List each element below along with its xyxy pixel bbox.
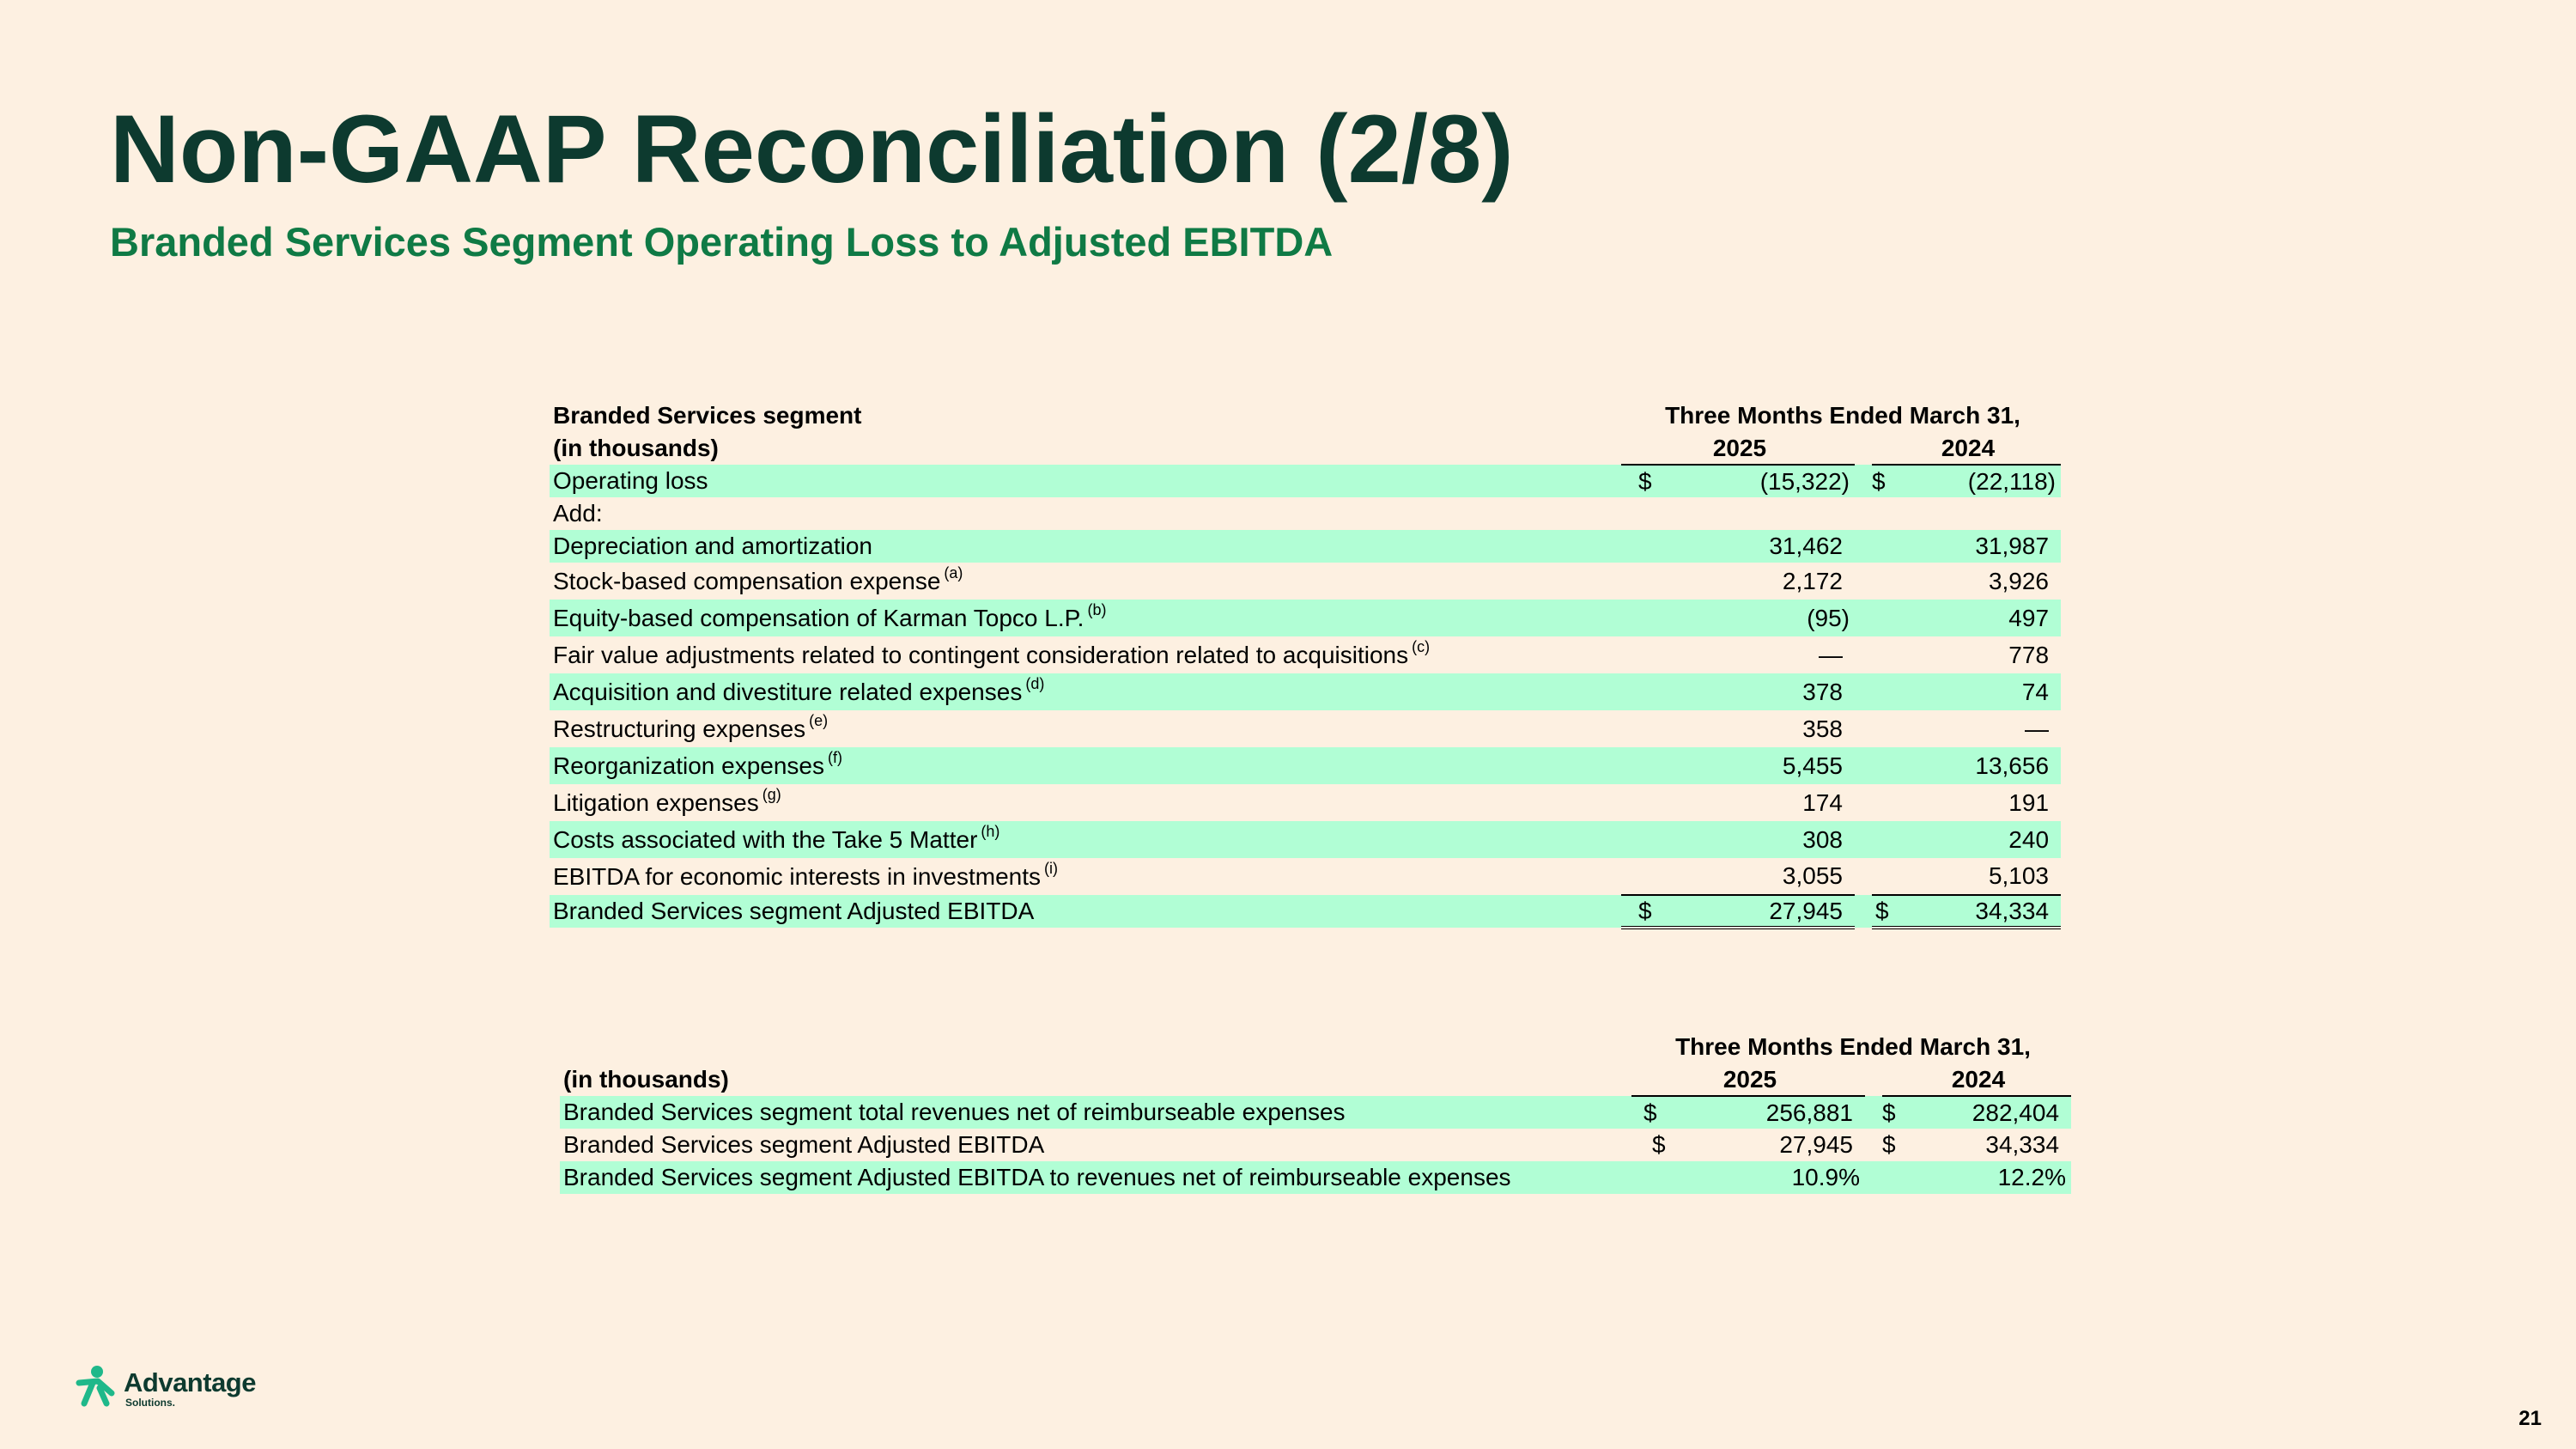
footnote-ref: (c): [1412, 637, 1431, 655]
footnote-ref: (g): [762, 785, 781, 803]
value-2024: 34,334: [1975, 897, 2050, 924]
value-2025: (15,322): [1759, 467, 1850, 495]
table-row: [550, 465, 2061, 497]
value-2025: 256,881: [1765, 1099, 1853, 1126]
row-label: Branded Services segment Adjusted EBITDA to revenues net of reimburseable expenses: [560, 1161, 1631, 1194]
table-row: [550, 497, 2061, 530]
footnote-ref: (h): [981, 822, 1000, 840]
table-row: [550, 710, 2061, 747]
table-row: [550, 600, 2061, 636]
table-row: [550, 821, 2061, 858]
units-label: (in thousands): [563, 1066, 729, 1093]
row-label: Acquisition and divestiture related expenses: [553, 678, 1023, 705]
value-2025: 308: [1621, 821, 1855, 858]
adjusted-ebitda-reconciliation-table: [550, 399, 2061, 929]
row-label: Costs associated with the Take 5 Matter: [553, 825, 978, 853]
value-2025: 5,455: [1621, 747, 1855, 784]
value-2024: 13,656: [1872, 747, 2061, 784]
value-2024: 497: [1872, 600, 2061, 636]
period-header: Three Months Ended March 31,: [1665, 402, 2020, 429]
value-2025: 27,945: [1769, 897, 1843, 924]
table-row: [560, 1096, 2071, 1129]
value-2024: 282,404: [1971, 1099, 2060, 1126]
table-row-total: [550, 895, 2061, 928]
value-2025: (95): [1621, 600, 1855, 636]
table-row: [550, 563, 2061, 600]
value-2025: 174: [1802, 788, 1843, 816]
runner-person-icon: [74, 1364, 118, 1409]
dollar-sign: $: [1882, 1131, 1896, 1158]
company-logo: [74, 1364, 280, 1409]
value-2025: 3,055: [1782, 862, 1843, 889]
table-row: [560, 1161, 2071, 1194]
value-2024: 12.2%: [1882, 1161, 2071, 1194]
segment-label: Branded Services segment: [553, 402, 862, 429]
row-label: Branded Services segment Adjusted EBITDA: [550, 895, 1621, 928]
year-header-2024: 2024: [1882, 1063, 2071, 1096]
value-2024: 34,334: [1985, 1131, 2060, 1158]
value-2024: 5,103: [1988, 862, 2050, 889]
row-label: Fair value adjustments related to contingent consideration related to acquisitions: [553, 641, 1409, 668]
table-row: [560, 1129, 2071, 1161]
period-header: Three Months Ended March 31,: [1675, 1033, 2031, 1060]
table-row: [550, 636, 2061, 673]
units-label: (in thousands): [553, 435, 719, 461]
dollar-sign: $: [1638, 897, 1652, 924]
value-2024: —: [2025, 715, 2050, 742]
row-label: Operating loss: [550, 465, 1621, 497]
dollar-sign: $: [1643, 1099, 1657, 1126]
value-2025: 378: [1621, 673, 1855, 710]
value-2024: 191: [2008, 788, 2050, 816]
table-row: [550, 673, 2061, 710]
value-2024: 31,987: [1872, 530, 2061, 563]
value-2024: 240: [1872, 821, 2061, 858]
row-label: Reorganization expenses: [553, 752, 824, 779]
value-2025: 31,462: [1621, 530, 1855, 563]
dollar-sign: $: [1875, 897, 1889, 924]
footnote-ref: (a): [944, 563, 963, 581]
table-row: [550, 747, 2061, 784]
dollar-sign: $: [1872, 467, 1886, 495]
footnote-ref: (e): [809, 711, 829, 729]
value-2025: 2,172: [1782, 567, 1843, 594]
value-2025: 27,945: [1779, 1131, 1853, 1158]
value-2024: 778: [2008, 641, 2050, 668]
page-number: 21: [2518, 1407, 2542, 1430]
row-label: Equity-based compensation of Karman Topco L.P.: [553, 604, 1084, 631]
dollar-sign: $: [1638, 467, 1652, 495]
row-label: Add:: [553, 500, 603, 527]
value-2025: —: [1819, 641, 1843, 668]
row-label: Branded Services segment total revenues net of reimburseable expenses: [560, 1096, 1631, 1129]
year-header-2025: 2025: [1621, 432, 1855, 465]
page-title: Non-GAAP Reconciliation (2/8): [110, 95, 1514, 203]
value-2025: 10.9%: [1631, 1161, 1865, 1194]
logo-subtitle: Solutions.: [125, 1397, 175, 1409]
row-label: Restructuring expenses: [553, 715, 806, 742]
footnote-ref: (d): [1025, 674, 1045, 692]
year-header-2025: 2025: [1631, 1063, 1865, 1096]
row-label: EBITDA for economic interests in investments: [553, 862, 1041, 890]
row-label: Branded Services segment Adjusted EBITDA: [563, 1131, 1045, 1158]
table-row: [550, 784, 2061, 821]
value-2025: 358: [1802, 715, 1843, 742]
dollar-sign: $: [1882, 1099, 1896, 1126]
dollar-sign: $: [1652, 1131, 1666, 1158]
row-label: Depreciation and amortization: [550, 530, 1621, 563]
row-label: Stock-based compensation expense: [553, 567, 941, 594]
logo-wordmark: Advantage: [124, 1367, 256, 1397]
year-header-2024: 2024: [1872, 432, 2061, 465]
table-row: [550, 858, 2061, 895]
footnote-ref: (i): [1044, 859, 1058, 877]
value-2024: (22,118): [1967, 467, 2057, 495]
page-subtitle: Branded Services Segment Operating Loss to Adjusted EBITDA: [110, 219, 1334, 265]
row-label: Litigation expenses: [553, 788, 759, 816]
footnote-ref: (f): [827, 748, 842, 766]
table-row: [550, 530, 2061, 563]
adjusted-ebitda-margin-table: [560, 1031, 2071, 1194]
footnote-ref: (b): [1087, 600, 1107, 618]
value-2024: 3,926: [1988, 567, 2050, 594]
value-2024: 74: [1872, 673, 2061, 710]
